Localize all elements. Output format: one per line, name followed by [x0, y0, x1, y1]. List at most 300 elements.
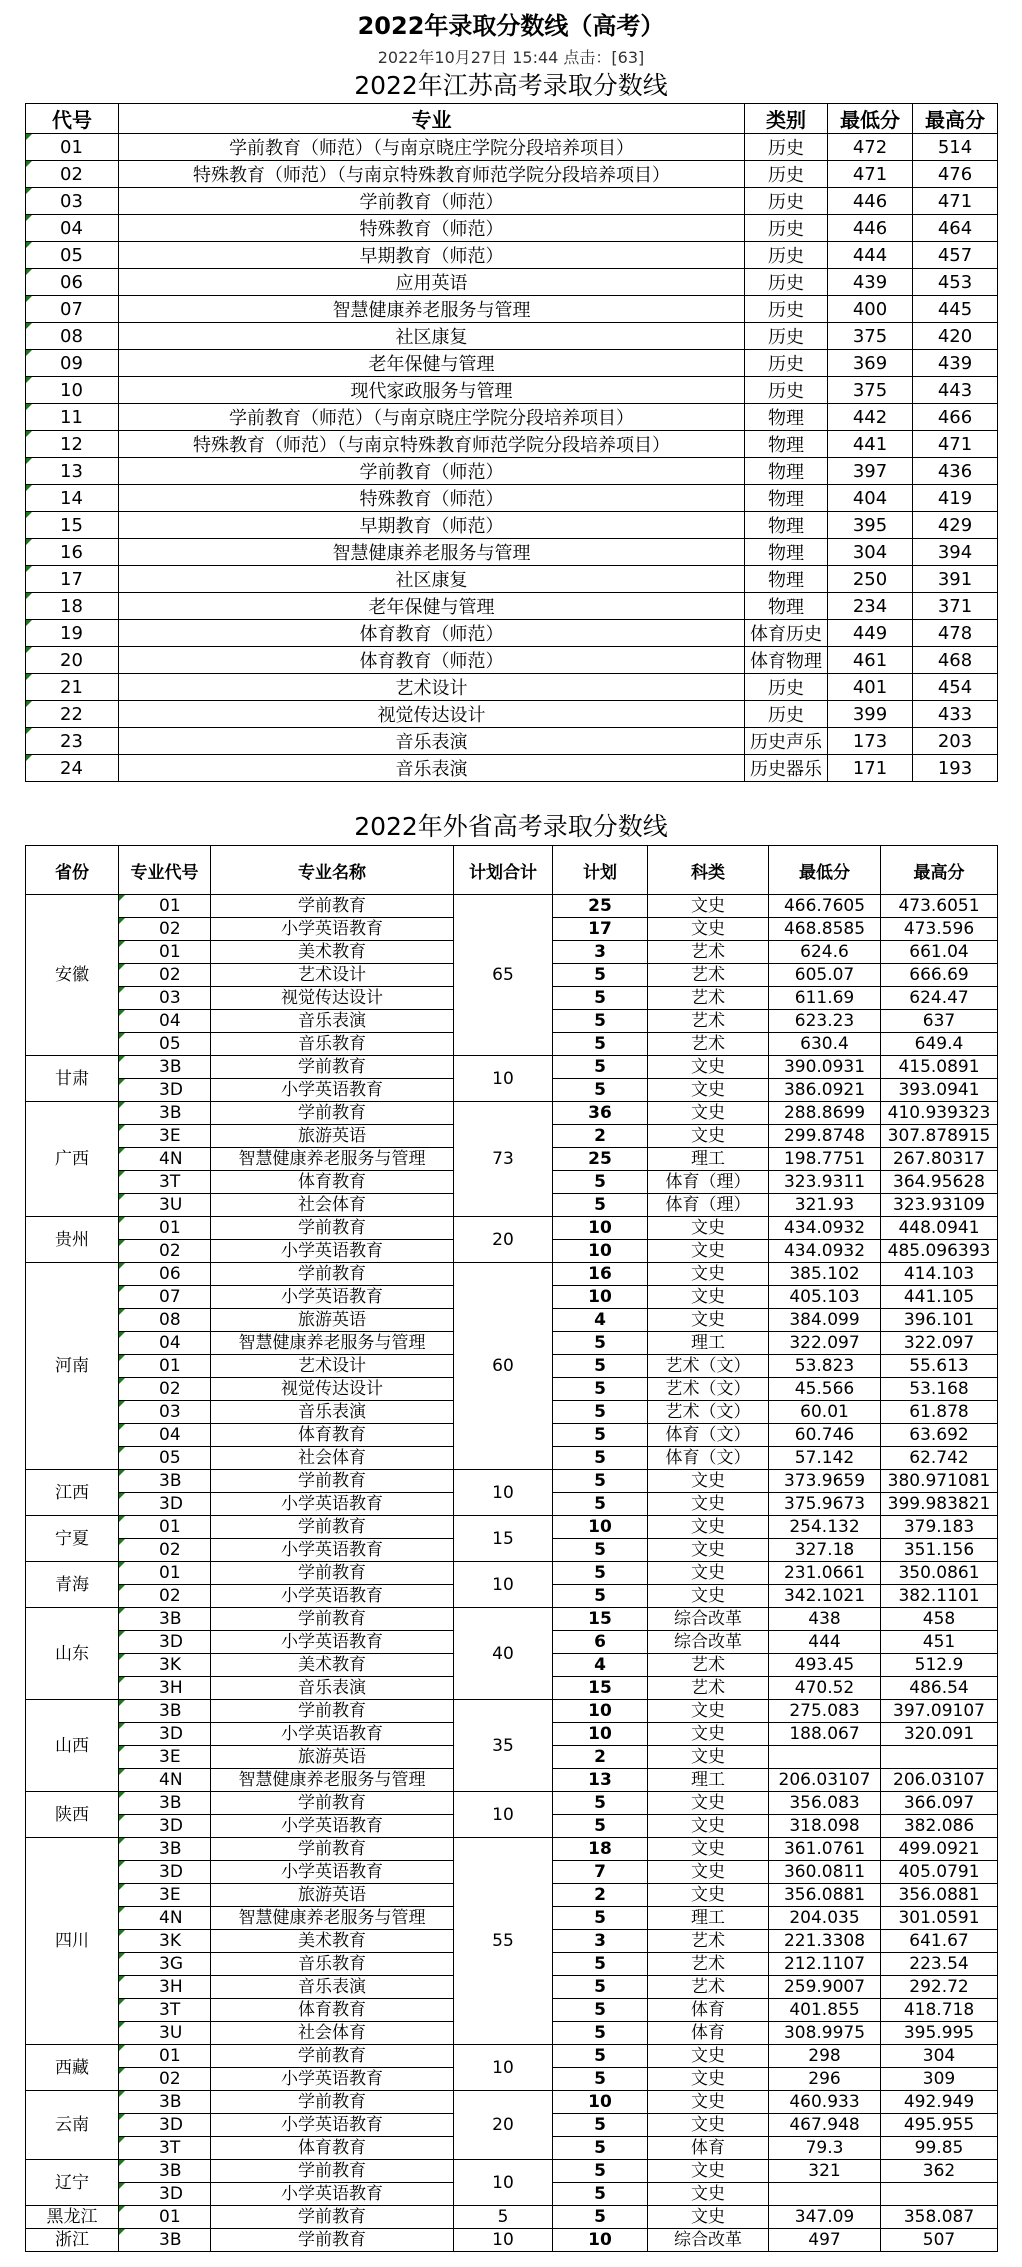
cell-subject: 文史	[648, 1562, 769, 1585]
cell-major: 学前教育（师范）（与南京晓庄学院分段培养项目）	[119, 404, 745, 431]
cell-plan-total: 10	[454, 2229, 553, 2252]
cell-province: 山东	[26, 1608, 119, 1700]
cell-major-name: 音乐教育	[211, 1033, 454, 1056]
cell-min-score	[769, 1746, 881, 1769]
col-header-plan: 计划	[553, 846, 648, 895]
cell-min-score: 259.9007	[769, 1976, 881, 1999]
cell-major-code: 3T	[119, 1999, 211, 2022]
cell-province: 安徽	[26, 895, 119, 1056]
cell-min-score: 386.0921	[769, 1079, 881, 1102]
cell-plan: 5	[553, 2114, 648, 2137]
table-row	[26, 269, 998, 296]
cell-min-score: 438	[769, 1608, 881, 1631]
cell-province: 江西	[26, 1470, 119, 1516]
cell-min-score: 397	[828, 458, 913, 485]
cell-subject: 艺术	[648, 1033, 769, 1056]
cell-subject: 文史	[648, 1056, 769, 1079]
cell-major: 老年保健与管理	[119, 350, 745, 377]
cell-major-code: 3D	[119, 2183, 211, 2206]
table-row	[26, 1516, 998, 1539]
cell-subject: 艺术	[648, 964, 769, 987]
table-row	[26, 755, 998, 782]
cell-plan: 5	[553, 1976, 648, 1999]
cell-plan: 5	[553, 1792, 648, 1815]
cell-subject: 文史	[648, 1884, 769, 1907]
cell-major: 艺术设计	[119, 674, 745, 701]
table-row	[26, 2045, 998, 2068]
cell-major-code: 4N	[119, 1907, 211, 1930]
cell-province: 四川	[26, 1838, 119, 2045]
cell-major: 体育教育（师范）	[119, 620, 745, 647]
cell-subject: 文史	[648, 1217, 769, 1240]
cell-subject: 文史	[648, 918, 769, 941]
cell-major-code: 3T	[119, 1171, 211, 1194]
cell-min-score: 298	[769, 2045, 881, 2068]
cell-min-score: 288.8699	[769, 1102, 881, 1125]
cell-major-name: 小学英语教育	[211, 2068, 454, 2091]
cell-major-name: 音乐表演	[211, 1677, 454, 1700]
cell-plan: 5	[553, 2045, 648, 2068]
cell-major-code: 3D	[119, 2114, 211, 2137]
cell-min-score: 444	[828, 242, 913, 269]
cell-min-score: 399	[828, 701, 913, 728]
cell-major-name: 小学英语教育	[211, 1539, 454, 1562]
cell-min-score: 356.083	[769, 1792, 881, 1815]
cell-max-score: 320.091	[881, 1723, 998, 1746]
cell-major-code: 3E	[119, 1746, 211, 1769]
cell-min-score: 630.4	[769, 1033, 881, 1056]
cell-code: 20	[26, 647, 119, 674]
cell-code: 19	[26, 620, 119, 647]
cell-code: 05	[26, 242, 119, 269]
cell-plan: 5	[553, 1815, 648, 1838]
cell-max-score: 304	[881, 2045, 998, 2068]
cell-plan: 10	[553, 1286, 648, 1309]
cell-max-score: 322.097	[881, 1332, 998, 1355]
cell-major-name: 学前教育	[211, 1102, 454, 1125]
cell-category: 物理	[745, 539, 828, 566]
cell-subject: 文史	[648, 2160, 769, 2183]
cell-subject: 文史	[648, 1125, 769, 1148]
cell-min-score: 231.0661	[769, 1562, 881, 1585]
cell-subject: 文史	[648, 1700, 769, 1723]
cell-min-score: 466.7605	[769, 895, 881, 918]
cell-max-score: 366.097	[881, 1792, 998, 1815]
cell-min-score: 318.098	[769, 1815, 881, 1838]
cell-min-score: 497	[769, 2229, 881, 2252]
cell-major-code: 3K	[119, 1930, 211, 1953]
table-row	[26, 1700, 998, 1723]
cell-plan: 5	[553, 2068, 648, 2091]
cell-plan-total: 40	[454, 1608, 553, 1700]
cell-category: 物理	[745, 404, 828, 431]
cell-subject: 文史	[648, 2045, 769, 2068]
cell-category: 历史	[745, 161, 828, 188]
table-row	[26, 296, 998, 323]
cell-min-score: 375	[828, 323, 913, 350]
cell-subject: 理工	[648, 1769, 769, 1792]
cell-plan: 5	[553, 2022, 648, 2045]
cell-max-score: 397.09107	[881, 1700, 998, 1723]
cell-subject: 综合改革	[648, 1608, 769, 1631]
cell-min-score: 212.1107	[769, 1953, 881, 1976]
cell-plan: 3	[553, 941, 648, 964]
cell-plan: 10	[553, 2091, 648, 2114]
cell-max-score: 292.72	[881, 1976, 998, 1999]
cell-major-code: 3B	[119, 1608, 211, 1631]
cell-major-name: 视觉传达设计	[211, 1378, 454, 1401]
cell-min-score: 472	[828, 134, 913, 161]
cell-major-name: 音乐表演	[211, 1976, 454, 1999]
cell-major-name: 学前教育	[211, 2160, 454, 2183]
cell-subject: 艺术	[648, 1654, 769, 1677]
cell-major-name: 学前教育	[211, 1838, 454, 1861]
cell-min-score: 45.566	[769, 1378, 881, 1401]
cell-subject: 理工	[648, 1148, 769, 1171]
cell-min-score: 461	[828, 647, 913, 674]
cell-plan-total: 10	[454, 1562, 553, 1608]
cell-plan: 5	[553, 2137, 648, 2160]
cell-min-score: 206.03107	[769, 1769, 881, 1792]
cell-code: 22	[26, 701, 119, 728]
cell-max-score: 458	[881, 1608, 998, 1631]
cell-max-score: 666.69	[881, 964, 998, 987]
cell-min-score: 369	[828, 350, 913, 377]
cell-category: 物理	[745, 431, 828, 458]
table-row	[26, 242, 998, 269]
cell-major-code: 01	[119, 1217, 211, 1240]
cell-max-score: 420	[913, 323, 998, 350]
cell-max-score: 476	[913, 161, 998, 188]
col-header-subject: 科类	[648, 846, 769, 895]
cell-major-code: 01	[119, 2206, 211, 2229]
cell-major-code: 02	[119, 2068, 211, 2091]
cell-code: 21	[26, 674, 119, 701]
cell-max-score: 415.0891	[881, 1056, 998, 1079]
jiangsu-section-title: 2022年江苏高考录取分数线	[354, 71, 668, 100]
table-row	[26, 1102, 998, 1125]
table-row	[26, 431, 998, 458]
cell-major-name: 美术教育	[211, 1654, 454, 1677]
table-row	[26, 215, 998, 242]
cell-min-score: 342.1021	[769, 1585, 881, 1608]
cell-major-name: 小学英语教育	[211, 2114, 454, 2137]
cell-category: 历史	[745, 269, 828, 296]
table-row	[26, 2229, 998, 2252]
cell-min-score: 460.933	[769, 2091, 881, 2114]
cell-province: 西藏	[26, 2045, 119, 2091]
cell-subject: 文史	[648, 2068, 769, 2091]
table-row	[26, 1792, 998, 1815]
cell-subject: 艺术	[648, 1677, 769, 1700]
cell-major: 音乐表演	[119, 728, 745, 755]
cell-major-code: 3B	[119, 1838, 211, 1861]
cell-max-score: 380.971081	[881, 1470, 998, 1493]
cell-major-name: 体育教育	[211, 2137, 454, 2160]
cell-subject: 文史	[648, 2183, 769, 2206]
cell-major-code: 05	[119, 1033, 211, 1056]
cell-subject: 理工	[648, 1332, 769, 1355]
col-header-major: 专业	[119, 104, 745, 134]
cell-code: 07	[26, 296, 119, 323]
cell-major-code: 3B	[119, 1792, 211, 1815]
cell-min-score: 611.69	[769, 987, 881, 1010]
cell-max-score: 410.939323	[881, 1102, 998, 1125]
cell-max-score: 405.0791	[881, 1861, 998, 1884]
cell-plan: 5	[553, 1033, 648, 1056]
cell-major-name: 小学英语教育	[211, 1079, 454, 1102]
cell-max-score: 356.0881	[881, 1884, 998, 1907]
cell-min-score: 171	[828, 755, 913, 782]
table-row	[26, 539, 998, 566]
cell-plan: 5	[553, 1401, 648, 1424]
cell-max-score: 396.101	[881, 1309, 998, 1332]
cell-min-score: 605.07	[769, 964, 881, 987]
cell-subject: 文史	[648, 1286, 769, 1309]
cell-plan-total: 65	[454, 895, 553, 1056]
cell-major-code: 02	[119, 964, 211, 987]
cell-max-score: 443	[913, 377, 998, 404]
cell-code: 15	[26, 512, 119, 539]
cell-max-score: 350.0861	[881, 1562, 998, 1585]
cell-subject: 艺术	[648, 1976, 769, 1999]
cell-major: 智慧健康养老服务与管理	[119, 296, 745, 323]
cell-code: 04	[26, 215, 119, 242]
cell-province: 甘肃	[26, 1056, 119, 1102]
cell-major-name: 音乐教育	[211, 1953, 454, 1976]
cell-plan: 5	[553, 2160, 648, 2183]
cell-min-score: 53.823	[769, 1355, 881, 1378]
cell-plan-total: 10	[454, 2160, 553, 2206]
cell-max-score: 223.54	[881, 1953, 998, 1976]
cell-min-score: 275.083	[769, 1700, 881, 1723]
cell-major-code: 01	[119, 2045, 211, 2068]
cell-code: 12	[26, 431, 119, 458]
cell-subject: 体育（文）	[648, 1424, 769, 1447]
cell-major-name: 智慧健康养老服务与管理	[211, 1769, 454, 1792]
cell-subject: 文史	[648, 2091, 769, 2114]
cell-max-score	[881, 1746, 998, 1769]
cell-max-score: 624.47	[881, 987, 998, 1010]
cell-code: 17	[26, 566, 119, 593]
table-row	[26, 188, 998, 215]
cell-plan-total: 73	[454, 1102, 553, 1217]
cell-major-name: 美术教育	[211, 1930, 454, 1953]
cell-category: 物理	[745, 458, 828, 485]
cell-plan: 25	[553, 895, 648, 918]
cell-plan: 10	[553, 1217, 648, 1240]
cell-subject: 文史	[648, 1102, 769, 1125]
col-header-major-code: 专业代号	[119, 846, 211, 895]
cell-major-code: 3E	[119, 1884, 211, 1907]
cell-plan: 17	[553, 918, 648, 941]
cell-max-score: 468	[913, 647, 998, 674]
cell-max-score: 379.183	[881, 1516, 998, 1539]
cell-subject: 体育（文）	[648, 1447, 769, 1470]
cell-plan-total: 10	[454, 2045, 553, 2091]
cell-min-score: 60.746	[769, 1424, 881, 1447]
cell-major-name: 体育教育	[211, 1171, 454, 1194]
table-row	[26, 485, 998, 512]
cell-min-score: 234	[828, 593, 913, 620]
cell-min-score: 623.23	[769, 1010, 881, 1033]
cell-major-name: 小学英语教育	[211, 2183, 454, 2206]
cell-major: 早期教育（师范）	[119, 512, 745, 539]
cell-major-code: 3D	[119, 1723, 211, 1746]
cell-plan: 5	[553, 1539, 648, 1562]
cell-plan: 15	[553, 1677, 648, 1700]
cell-major-code: 3D	[119, 1815, 211, 1838]
cell-max-score: 55.613	[881, 1355, 998, 1378]
cell-major-name: 智慧健康养老服务与管理	[211, 1148, 454, 1171]
table-row	[26, 1838, 998, 1861]
cell-major-code: 3D	[119, 1493, 211, 1516]
cell-min-score: 444	[769, 1631, 881, 1654]
cell-min-score: 361.0761	[769, 1838, 881, 1861]
cell-code: 01	[26, 134, 119, 161]
cell-max-score: 351.156	[881, 1539, 998, 1562]
cell-subject: 体育	[648, 2022, 769, 2045]
cell-plan: 15	[553, 1608, 648, 1631]
col-header-code: 代号	[26, 104, 119, 134]
cell-category: 历史	[745, 188, 828, 215]
cell-min-score: 198.7751	[769, 1148, 881, 1171]
cell-max-score: 471	[913, 431, 998, 458]
cell-major-code: 3D	[119, 1631, 211, 1654]
cell-province: 浙江	[26, 2229, 119, 2252]
cell-plan-total: 10	[454, 1470, 553, 1516]
cell-major-name: 学前教育	[211, 2045, 454, 2068]
cell-plan: 2	[553, 1884, 648, 1907]
cell-plan: 5	[553, 1493, 648, 1516]
table-row	[26, 620, 998, 647]
cell-major-code: 4N	[119, 1769, 211, 1792]
cell-province: 黑龙江	[26, 2206, 119, 2229]
cell-major-code: 08	[119, 1309, 211, 1332]
table-row	[26, 674, 998, 701]
jiangsu-score-table	[25, 103, 998, 782]
cell-max-score: 399.983821	[881, 1493, 998, 1516]
cell-max-score: 454	[913, 674, 998, 701]
cell-category: 历史	[745, 701, 828, 728]
cell-major-name: 学前教育	[211, 1700, 454, 1723]
cell-max-score: 358.087	[881, 2206, 998, 2229]
cell-code: 06	[26, 269, 119, 296]
cell-subject: 综合改革	[648, 2229, 769, 2252]
cell-major: 体育教育（师范）	[119, 647, 745, 674]
cell-plan: 25	[553, 1148, 648, 1171]
cell-major: 特殊教育（师范）	[119, 485, 745, 512]
table-row	[26, 895, 998, 918]
cell-subject: 文史	[648, 1470, 769, 1493]
cell-plan-total: 60	[454, 1263, 553, 1470]
cell-max-score: 206.03107	[881, 1769, 998, 1792]
cell-major-name: 学前教育	[211, 1792, 454, 1815]
cell-major-name: 艺术设计	[211, 1355, 454, 1378]
cell-major-code: 01	[119, 1516, 211, 1539]
cell-province: 广西	[26, 1102, 119, 1217]
cell-major-name: 音乐表演	[211, 1401, 454, 1424]
cell-major-name: 学前教育	[211, 1608, 454, 1631]
cell-min-score: 446	[828, 215, 913, 242]
cell-major-code: 3B	[119, 2229, 211, 2252]
cell-min-score: 347.09	[769, 2206, 881, 2229]
cell-major-name: 体育教育	[211, 1999, 454, 2022]
cell-major-name: 旅游英语	[211, 1309, 454, 1332]
cell-major-name: 小学英语教育	[211, 918, 454, 941]
article-meta: 2022年10月27日 15:44 点击：[63]	[377, 48, 645, 67]
table-row	[26, 593, 998, 620]
cell-max-score: 641.67	[881, 1930, 998, 1953]
cell-max-score: 323.93109	[881, 1194, 998, 1217]
cell-major-name: 学前教育	[211, 2091, 454, 2114]
cell-plan: 5	[553, 1585, 648, 1608]
col-header-major-name: 专业名称	[211, 846, 454, 895]
cell-max-score: 203	[913, 728, 998, 755]
cell-plan: 10	[553, 1700, 648, 1723]
cell-min-score: 405.103	[769, 1286, 881, 1309]
cell-min-score: 385.102	[769, 1263, 881, 1286]
cell-max-score: 418.718	[881, 1999, 998, 2022]
cell-category: 历史	[745, 350, 828, 377]
cell-min-score: 308.9975	[769, 2022, 881, 2045]
cell-province: 陕西	[26, 1792, 119, 1838]
cell-code: 03	[26, 188, 119, 215]
cell-major: 老年保健与管理	[119, 593, 745, 620]
cell-plan: 5	[553, 2206, 648, 2229]
cell-max-score: 466	[913, 404, 998, 431]
cell-major-code: 01	[119, 1562, 211, 1585]
cell-min-score: 188.067	[769, 1723, 881, 1746]
cell-min-score: 79.3	[769, 2137, 881, 2160]
col-header-max-score: 最高分	[881, 846, 998, 895]
col-header-province: 省份	[26, 846, 119, 895]
cell-max-score: 499.0921	[881, 1838, 998, 1861]
cell-max-score: 62.742	[881, 1447, 998, 1470]
cell-max-score: 661.04	[881, 941, 998, 964]
cell-max-score: 453	[913, 269, 998, 296]
cell-subject: 文史	[648, 1815, 769, 1838]
table-row	[26, 512, 998, 539]
cell-plan: 7	[553, 1861, 648, 1884]
cell-plan-total: 10	[454, 1792, 553, 1838]
cell-subject: 文史	[648, 1079, 769, 1102]
cell-major-code: 3D	[119, 1079, 211, 1102]
cell-min-score: 442	[828, 404, 913, 431]
cell-major-code: 01	[119, 1355, 211, 1378]
cell-category: 体育历史	[745, 620, 828, 647]
cell-major-code: 06	[119, 1263, 211, 1286]
cell-major-code: 3B	[119, 1102, 211, 1125]
cell-major-name: 学前教育	[211, 2206, 454, 2229]
cell-major-name: 艺术设计	[211, 964, 454, 987]
cell-plan: 5	[553, 1171, 648, 1194]
cell-plan: 36	[553, 1102, 648, 1125]
cell-max-score: 364.95628	[881, 1171, 998, 1194]
table-row	[26, 728, 998, 755]
cell-major-name: 社会体育	[211, 1447, 454, 1470]
cell-min-score: 299.8748	[769, 1125, 881, 1148]
cell-major-name: 社会体育	[211, 1194, 454, 1217]
cell-major-name: 小学英语教育	[211, 1723, 454, 1746]
table-row	[26, 647, 998, 674]
cell-major-code: 03	[119, 1401, 211, 1424]
cell-code: 02	[26, 161, 119, 188]
cell-min-score: 404	[828, 485, 913, 512]
cell-category: 物理	[745, 485, 828, 512]
cell-min-score: 493.45	[769, 1654, 881, 1677]
cell-min-score: 400	[828, 296, 913, 323]
